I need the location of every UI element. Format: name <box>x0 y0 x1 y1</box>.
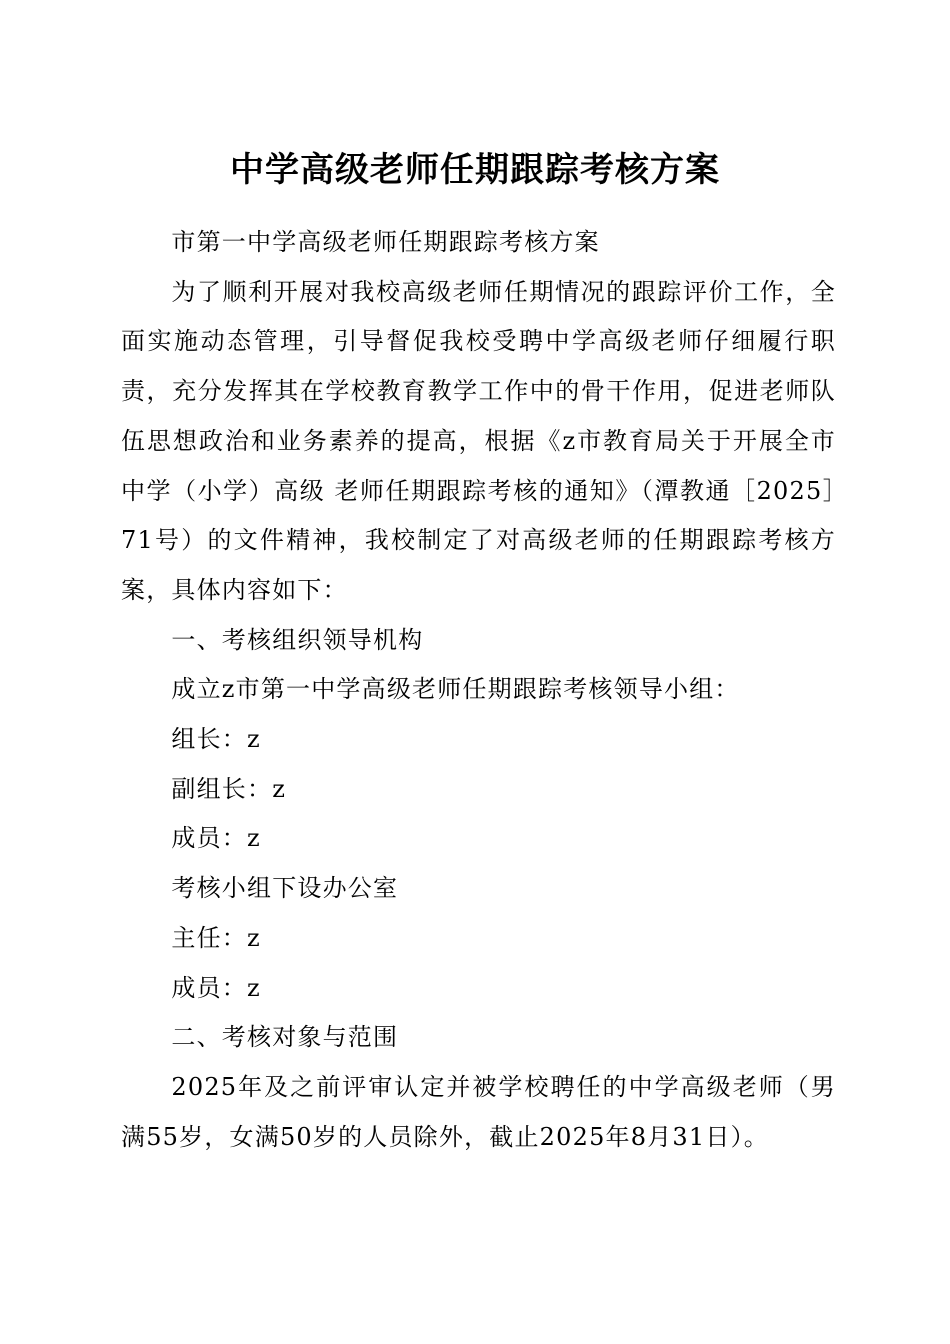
document-body <box>121 218 836 1162</box>
document-title: 中学高级老师任期跟踪考核方案 <box>230 150 720 190</box>
paragraph-school-name: 市第一中学高级老师任期跟踪考核方案 <box>171 228 600 256</box>
list-item-members: 成员：z <box>171 824 261 853</box>
list-item-office-members: 成员：z <box>171 973 261 1002</box>
list-item-leader: 组长：z <box>171 725 261 754</box>
list-item-director: 主任：z <box>171 923 261 952</box>
list-item-deputy-leader: 副组长：z <box>171 774 287 803</box>
paragraph-scope: 2025年及之前评审认定并被学校聘任的中学高级老师（男满55岁，女满50岁的人员除外，截止2025年8月31日）。 <box>121 1072 836 1151</box>
paragraph-leading-group: 成立z市第一中学高级老师任期跟踪考核领导小组： <box>171 675 740 704</box>
paragraph-introduction: 为了顺利开展对我校高级老师任期情况的跟踪评价工作，全面实施动态管理，引导督促我校受聘中学高级老师仔细履行职责，充分发挥其在学校教育教学工作中的骨干作用，促进老师队伍思想政治和业务素养的提高，根据《z市教育局关于开展全市中学（小学）高级 老师任期跟踪考核的通知》（潭教通［2025］71号）的文件精神，我校制定了对高级老师的任期跟踪考核方案，具体内容如下： <box>121 277 836 604</box>
section-heading-scope: 二、考核对象与范围 <box>171 1023 399 1052</box>
paragraph-office: 考核小组下设办公室 <box>171 874 399 903</box>
section-heading-organization: 一、考核组织领导机构 <box>171 625 424 654</box>
